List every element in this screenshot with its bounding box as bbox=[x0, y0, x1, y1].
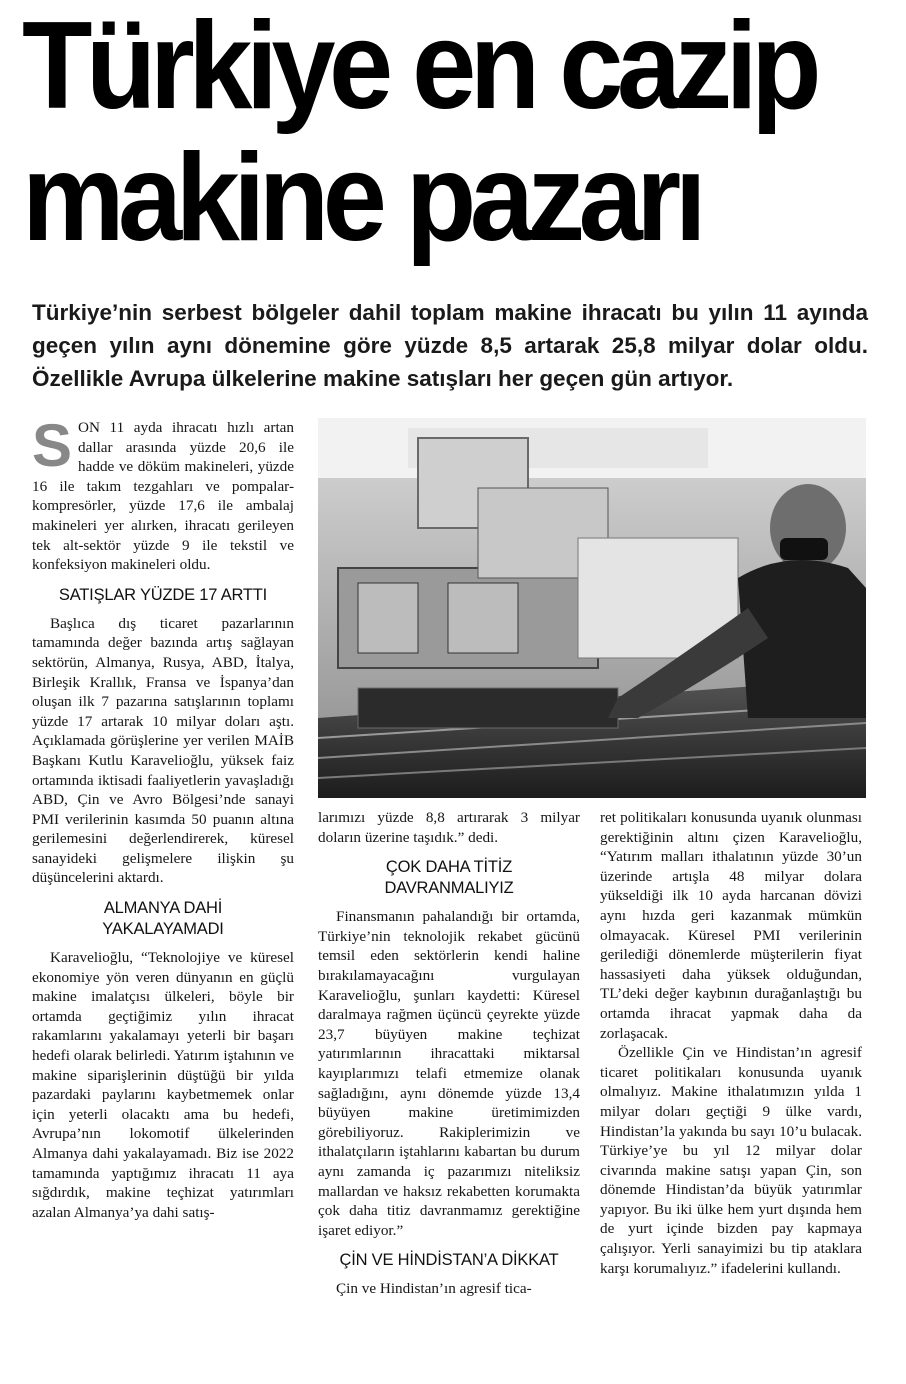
subhead-titiz-line-1: ÇOK DAHA TİTİZ bbox=[385, 858, 513, 877]
col3-paragraph-2: Özellikle Çin ve Hindistan’ın agresif ticaret politikaları konusunda uyanık olmalıyız. Makine ithalatımızın yılda 1 milyar doları geçtiği 9 ülke vardı, Hindistan’la yakında bu sayı 10’u bulacak. Türkiye’ye bu yıl 12 milyar dolar civarında makine satışı yapan Çin, son dönemde Hindistan’da büyük yatırımlar yapıyor. Bu iki ülke hem yurt dışında hem de yurt içinde bizden pay kapmaya çalışıyor. Yerli sanayimizi bu tip ataklara karşı korumalıyız.” ifadelerini kullandı. bbox=[600, 1044, 862, 1277]
subhead-almanya bbox=[32, 898, 294, 940]
col1-paragraph-3: Karavelioğlu, “Teknolojiye ve küresel ekonomiye yön veren dünyanın en güçlü makine imalatçısı ülkeleri, böyle bir ortamda geçtiğimiz yılın ihracat rakamlarını yakalamayı yeterli bir başarı hedefi olarak belirledi. Yatırım iştahının ve makine siparişlerinin düştüğü bir yılda pazardaki paylarını kaybetmemek onlar için yeterli olacaktı ama bu hedefi, Avrupa’nın lokomotif ülkelerinden Almanya dahi yakalayamadı. Biz ise 2022 tamamında yaptığımız ihracatı 11 aya sığdırdık, makine teçhizat yatırımları azalan Almanya’ya dahi satış- bbox=[32, 949, 294, 1221]
lede-paragraph: Türkiye’nin serbest bölgeler dahil toplam makine ihracatı bu yılın 11 ayında geçen yılın aynı dönemine göre yüzde 8,5 artarak 25,8 milyar dolar oldu. Özellikle Avrupa ülkelerine makine satışları her geçen gün artıyor. bbox=[32, 300, 868, 391]
subhead-titiz bbox=[318, 857, 580, 899]
headline-line-2: makine pazarı bbox=[22, 129, 701, 267]
subhead-almanya-line-2: YAKALAYAMADI bbox=[102, 920, 224, 939]
subhead-titiz-line-2: DAVRANMALIYIZ bbox=[384, 879, 514, 898]
column-1 bbox=[32, 412, 294, 1222]
column-2 bbox=[318, 808, 580, 1299]
col2-paragraph-2: Finansmanın pahalandığı bir ortamda, Türkiye’nin teknolojik rekabet gücünü temsil eden sektörlerin kendi haline bırakılamayacağını vurgulayan Karavelioğlu, şunları kaydetti: Küresel daralmaya rağmen üçüncü çeyrekte yüzde 23,7 büyüyen makine teçhizat yatırımlarının ihracattaki miktarsal kayıplarımızı telafi etmemize olanak sağladığını, aynı dönemde yüzde 13,4 büyüyen makine üretimimizden görebiliyoruz. Rakiplerimizin ve ithalatçıların iştahlarını kabartan bu durum aynı zamanda iç pazarımızı niteliksiz mallardan ve haksız rekabetten korumakta çok daha titiz davranmamız gerektiğine işaret ediyor.” bbox=[318, 908, 580, 1239]
col2-paragraph-3: Çin ve Hindistan’ın agresif tica- bbox=[336, 1280, 532, 1298]
column-3 bbox=[600, 808, 862, 1278]
col1-paragraph-1: ON 11 ayda ihracatı hızlı artan dallar arasında yüzde 20,6 ile hadde ve döküm makineleri, yüzde 16 ile takım tezgahları ve pompalar-kompresörler, yüzde 17,6 ile ambalaj makineleri yer alırken, ihracatı gerileyen tek alt-sektör yüzde 9 ile tekstil ve konfeksiyon makineleri oldu. bbox=[32, 419, 294, 574]
factory-photo-illustration bbox=[318, 418, 866, 798]
subhead-almanya-line-1: ALMANYA DAHİ bbox=[103, 899, 223, 918]
headline-line-1: Türkiye en cazip bbox=[22, 0, 816, 135]
subhead-cin-hindistan: ÇİN VE HİNDİSTAN’A DİKKAT bbox=[339, 1251, 559, 1270]
col3-paragraph-1: ret politikaları konusunda uyanık olunması gerektiğinin altını çizen Karavelioğlu, “Yatırım malları ithalatının yüzde 30’un üzerinde artışla 48 milyar dolara yükseldiği ilk 10 ayda harcanan dövizi aynı hızda geri kazanmak mümkün olmayacak. Küresel PMI verilerinin gerilediği dönemlerde müşterilerin fiyat hassasiyeti daha yüksek olduğundan, TL’deki değer kaybının durağanlaştığı bu ortamda ihracat yapmak daha da zorlaşacak. bbox=[600, 809, 862, 1042]
col2-paragraph-1: larımızı yüzde 8,8 artırarak 3 milyar doların üzerine taşıdık.” dedi. bbox=[318, 809, 580, 846]
col1-paragraph-2: Başlıca dış ticaret pazarlarının tamamında değer bazında artış sağlayan sektörün, Almanya, Rusya, ABD, İtalya, Birleşik Krallık, Fransa ve İspanya’dan oluşan ilk 7 pazarına satışlarının toplamı yüzde 17 artarak 10 milyar doları aştı. Açıklamada görüşlerine yer verilen MAİB Başkanı Kutlu Karavelioğlu, yüksek faiz ortamında iktisadi faaliyetlerin yavaşladığı ABD, Çin ve Avro Bölgesi’nde sanayi PMI verilerinin kasımda 50 puanın altına gerilemesini değerlendirerek, küresel sanayideki gelişmelere ilişkin şu düşüncelerini aktardı. bbox=[32, 614, 294, 887]
drop-cap: S bbox=[32, 412, 73, 479]
factory-photo bbox=[318, 418, 866, 798]
subhead-satislar: SATIŞLAR YÜZDE 17 ARTTI bbox=[58, 585, 268, 604]
headline bbox=[22, 0, 822, 267]
